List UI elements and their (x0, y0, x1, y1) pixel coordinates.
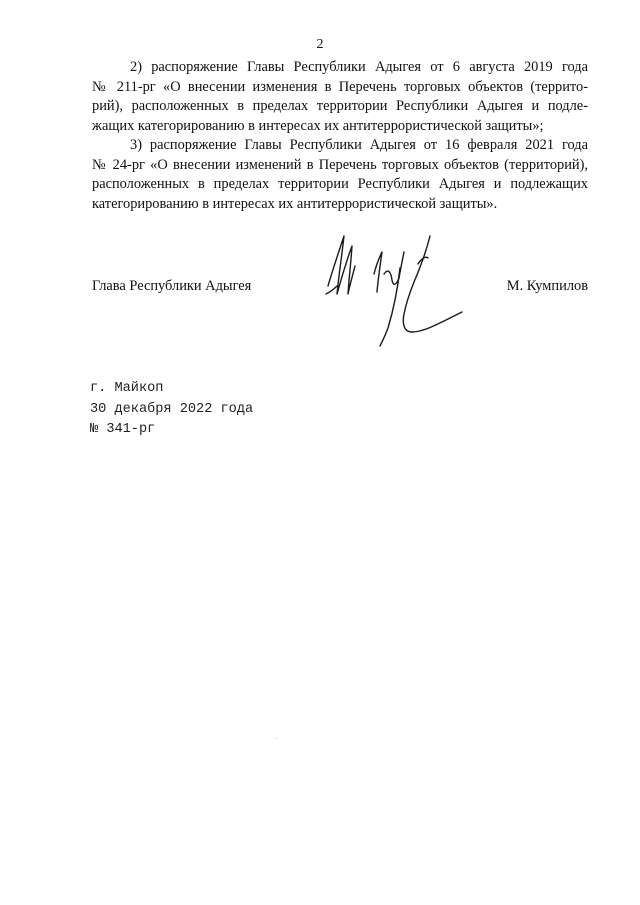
document-footer (90, 379, 253, 441)
signer-title: Глава Республики Адыгея (92, 278, 252, 294)
footer-city: г. Майкоп (90, 381, 164, 396)
list-item-3-line-2: № 24-рг «О внесении изменений в Перечень торговых объектов (территорий), (92, 156, 588, 173)
scan-speck (276, 738, 277, 739)
list-item-3-line-3: расположенных в пределах территории Республики Адыгея и подлежащих (92, 176, 588, 192)
list-item-2-line-2: № 211-рг «О внесении изменения в Перечень торговых объектов (террито- (92, 78, 588, 95)
list-item-3 (92, 136, 588, 214)
list-item-2-line-1: 2) распоряжение Главы Республики Адыгея от 6 августа 2019 года (130, 59, 588, 75)
signer-name: М. Кумпилов (506, 278, 588, 294)
list-item-3-line-4: категорированию в интересах их антитеррористической защиты». (92, 195, 498, 212)
list-item-3-line-1: 3) распоряжение Главы Республики Адыгея от 16 февраля 2021 года (130, 137, 588, 153)
handwritten-signature (322, 228, 472, 353)
document-body (92, 58, 588, 214)
list-item-2-line-3: рий), расположенных в пределах территории Республики Адыгея и подле- (92, 98, 588, 114)
page-number: 2 (316, 37, 324, 52)
footer-date: 30 декабря 2022 года (90, 401, 254, 417)
footer-number: № 341-рг (90, 422, 156, 437)
list-item-2 (92, 58, 588, 136)
list-item-2-line-4: жащих категорированию в интересах их антитеррористической защиты»; (92, 117, 544, 134)
